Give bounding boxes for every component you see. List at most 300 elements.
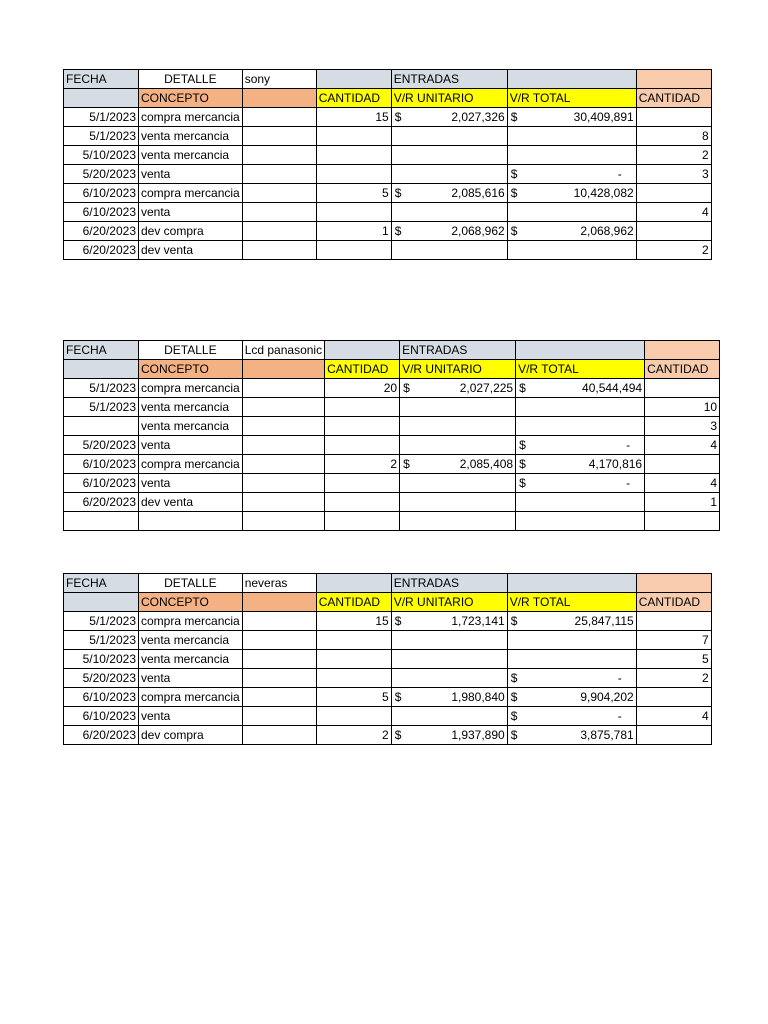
cell-vr-unitario[interactable]: [400, 493, 516, 512]
cell-fecha[interactable]: [64, 726, 139, 745]
header-fecha-text: FECHA: [66, 343, 107, 357]
cell-cantidad[interactable]: [316, 184, 391, 203]
subheader-blank[interactable]: [64, 89, 139, 108]
cell-concepto[interactable]: [139, 146, 243, 165]
subheader-vr-total-text: V/R TOTAL: [509, 595, 571, 609]
header-blank-2[interactable]: [507, 70, 636, 89]
header-entradas[interactable]: [391, 574, 507, 593]
cell-cantidad-salidas[interactable]: [645, 398, 720, 417]
cell-cantidad-salidas-text: 4: [710, 438, 718, 452]
cell-vr-total-amount: 3,875,781: [580, 728, 634, 742]
cell-vr-total-amount: 30,409,891: [573, 110, 634, 124]
cell-cantidad-text: 20: [383, 381, 398, 395]
subheader-concepto-text: CONCEPTO: [141, 362, 209, 376]
table-row: [64, 417, 720, 436]
cell-cantidad[interactable]: [316, 631, 391, 650]
cell-fecha-text: 5/1/2023: [89, 633, 136, 647]
cell-fecha[interactable]: [64, 688, 139, 707]
cell-concepto-text: venta: [141, 205, 171, 219]
cell-concepto-ext[interactable]: [242, 222, 316, 241]
cell-vr-unitario[interactable]: [391, 222, 507, 241]
cell-vr-total-currency-symbol: $: [510, 709, 518, 723]
header-blank[interactable]: [316, 70, 391, 89]
cell-concepto[interactable]: [139, 222, 243, 241]
subheader-concepto[interactable]: [139, 593, 243, 612]
cell-vr-total-currency-symbol: $: [510, 728, 518, 742]
cell-concepto[interactable]: [139, 612, 243, 631]
cell-vr-unitario[interactable]: [391, 631, 507, 650]
header-fecha[interactable]: [64, 574, 139, 593]
cell-vr-total[interactable]: [507, 127, 636, 146]
subheader-cantidad-salidas[interactable]: [636, 89, 711, 108]
cell-fecha[interactable]: [64, 417, 139, 436]
cell-vr-unitario-amount: 2,085,408: [459, 457, 514, 471]
header-fecha[interactable]: [64, 341, 139, 360]
cell-cantidad-salidas[interactable]: [636, 650, 711, 669]
cell-vr-total-amount: -: [626, 476, 631, 490]
cell-cantidad-salidas[interactable]: [636, 203, 711, 222]
cell-cantidad-text: 15: [375, 110, 389, 124]
cell-fecha[interactable]: [64, 455, 139, 474]
cell-vr-total-amount: 25,847,115: [574, 614, 634, 628]
header-entradas-text: ENTRADAS: [402, 343, 468, 357]
cell-vr-total[interactable]: [507, 165, 636, 184]
cell-cantidad[interactable]: [316, 146, 391, 165]
cell-cantidad-salidas-text: 8: [702, 129, 709, 143]
cell-cantidad[interactable]: [316, 688, 391, 707]
cell-concepto-ext[interactable]: [242, 726, 316, 745]
header-salidas-blank[interactable]: [636, 70, 711, 89]
header-detalle-text: DETALLE: [164, 72, 217, 86]
cell-vr-unitario[interactable]: [391, 184, 507, 203]
cell-vr-unitario[interactable]: [391, 146, 507, 165]
table-row: [64, 146, 712, 165]
header-blank-2[interactable]: [507, 574, 636, 593]
cell-fecha[interactable]: [64, 493, 139, 512]
cell-concepto-text: compra mercancia: [141, 186, 240, 200]
subheader-concepto-ext[interactable]: [242, 89, 316, 108]
cell-cantidad-salidas-text: 7: [702, 633, 709, 647]
cell-cantidad-salidas-text: 4: [702, 709, 709, 723]
cell-vr-total-amount: 4,170,816: [588, 457, 643, 471]
subheader-vr-unitario-text: V/R UNITARIO: [402, 362, 482, 376]
cell-concepto[interactable]: [139, 417, 243, 436]
table-row: [64, 184, 712, 203]
subheader-vr-total[interactable]: [507, 593, 636, 612]
cell-cantidad[interactable]: [316, 669, 391, 688]
cell-concepto-ext[interactable]: [242, 184, 316, 203]
cell-cantidad-salidas[interactable]: [636, 631, 711, 650]
cell-vr-total[interactable]: [516, 436, 645, 455]
cell-concepto[interactable]: [139, 379, 243, 398]
cell-vr-total-currency-symbol: $: [510, 167, 518, 181]
cell-vr-total[interactable]: [516, 417, 645, 436]
cell-concepto-text: dev venta: [141, 495, 194, 509]
cell-concepto-ext[interactable]: [242, 455, 324, 474]
table-row: [64, 203, 712, 222]
cell-cantidad-salidas[interactable]: [645, 493, 720, 512]
subheader-cantidad-salidas-text: CANTIDAD: [638, 595, 701, 609]
cell-cantidad-salidas[interactable]: [645, 379, 720, 398]
subheader-row: [64, 89, 712, 108]
cell-vr-total-amount: 2,068,962: [580, 224, 634, 238]
cell-vr-total[interactable]: [507, 146, 636, 165]
cell-fecha-text: 6/20/2023: [82, 728, 136, 742]
cell-cantidad-salidas[interactable]: [636, 146, 711, 165]
cell-concepto-ext[interactable]: [242, 707, 316, 726]
subheader-cantidad[interactable]: [316, 593, 391, 612]
cell-cantidad-salidas-text: 3: [702, 167, 709, 181]
cell-fecha[interactable]: [64, 474, 139, 493]
cell-cantidad[interactable]: [316, 108, 391, 127]
cell-vr-unitario-currency-symbol: $: [394, 690, 402, 704]
header-salidas-blank[interactable]: [645, 341, 720, 360]
cell-fecha[interactable]: [64, 669, 139, 688]
cell-vr-unitario-amount: 1,723,141: [451, 614, 505, 628]
cell-fecha[interactable]: [64, 612, 139, 631]
cell-fecha[interactable]: [64, 379, 139, 398]
cell-cantidad[interactable]: [325, 474, 400, 493]
cell-concepto-ext[interactable]: [242, 612, 316, 631]
cell-cantidad-salidas[interactable]: [636, 222, 711, 241]
cell-concepto-ext[interactable]: [242, 417, 324, 436]
cell-cantidad[interactable]: [325, 493, 400, 512]
cell-concepto-text: dev compra: [141, 224, 204, 238]
cell-concepto-text: venta: [141, 438, 171, 452]
cell-cantidad-salidas[interactable]: [645, 455, 720, 474]
cell-vr-unitario[interactable]: [391, 165, 507, 184]
cell-fecha[interactable]: [64, 707, 139, 726]
cell-vr-total-currency-symbol: $: [510, 690, 518, 704]
cell-cantidad[interactable]: [316, 241, 391, 260]
cell-cantidad-salidas[interactable]: [636, 108, 711, 127]
table-row: [64, 165, 712, 184]
header-fecha[interactable]: [64, 70, 139, 89]
subheader-vr-unitario[interactable]: [391, 89, 507, 108]
cell-concepto-text: compra mercancia: [141, 110, 240, 124]
header-detalle[interactable]: [139, 70, 243, 89]
cell-fecha-text: 5/20/2023: [82, 167, 136, 181]
cell-concepto[interactable]: [139, 669, 243, 688]
cell-vr-total[interactable]: [516, 455, 645, 474]
cell-cantidad-salidas-text: 5: [702, 652, 709, 666]
cell-cantidad-salidas[interactable]: [645, 474, 720, 493]
cell-vr-total-amount: -: [617, 167, 622, 181]
cell-vr-total[interactable]: [507, 241, 636, 260]
cell-cantidad-salidas-text: 2: [702, 671, 709, 685]
table-row: [64, 455, 720, 474]
cell-vr-total[interactable]: [516, 493, 645, 512]
cell-concepto[interactable]: [139, 203, 243, 222]
subheader-vr-unitario[interactable]: [400, 360, 516, 379]
cell-fecha[interactable]: [64, 512, 139, 531]
cell-concepto-ext[interactable]: [242, 512, 324, 531]
cell-fecha-text: 5/1/2023: [89, 381, 136, 395]
subheader-vr-unitario[interactable]: [391, 593, 507, 612]
cell-vr-unitario[interactable]: [400, 474, 516, 493]
table-row: [64, 379, 720, 398]
cell-cantidad[interactable]: [325, 379, 400, 398]
table-row: [64, 707, 712, 726]
cell-fecha[interactable]: [64, 650, 139, 669]
table-row: [64, 669, 712, 688]
header-entradas-text: ENTRADAS: [393, 72, 460, 86]
cell-vr-total[interactable]: [507, 612, 636, 631]
cell-fecha[interactable]: [64, 203, 139, 222]
cell-vr-unitario[interactable]: [400, 417, 516, 436]
cell-vr-unitario[interactable]: [400, 512, 516, 531]
cell-vr-total[interactable]: [507, 108, 636, 127]
cell-concepto[interactable]: [139, 512, 243, 531]
cell-fecha[interactable]: [64, 436, 139, 455]
cell-concepto-ext[interactable]: [242, 474, 324, 493]
cell-concepto[interactable]: [139, 707, 243, 726]
subheader-cantidad[interactable]: [325, 360, 400, 379]
cell-cantidad[interactable]: [316, 612, 391, 631]
cell-vr-total-amount: -: [617, 671, 622, 685]
table-row: [64, 398, 720, 417]
cell-vr-total-currency-symbol: $: [519, 457, 526, 471]
cell-vr-unitario[interactable]: [391, 650, 507, 669]
cell-cantidad-salidas[interactable]: [636, 165, 711, 184]
cell-fecha[interactable]: [64, 222, 139, 241]
header-product-name[interactable]: [242, 574, 316, 593]
header-row: [64, 341, 720, 360]
cell-vr-total[interactable]: [507, 669, 636, 688]
cell-cantidad[interactable]: [316, 203, 391, 222]
subheader-cantidad-text: CANTIDAD: [318, 595, 381, 609]
subheader-cantidad-salidas[interactable]: [636, 593, 711, 612]
cell-cantidad[interactable]: [316, 650, 391, 669]
cell-cantidad-salidas[interactable]: [636, 688, 711, 707]
header-row: [64, 574, 712, 593]
subheader-vr-total[interactable]: [516, 360, 645, 379]
cell-vr-unitario[interactable]: [391, 108, 507, 127]
cell-cantidad[interactable]: [325, 436, 400, 455]
cell-fecha-text: 6/10/2023: [82, 457, 136, 471]
cell-vr-unitario[interactable]: [391, 203, 507, 222]
header-blank[interactable]: [325, 341, 400, 360]
cell-fecha[interactable]: [64, 631, 139, 650]
cell-fecha[interactable]: [64, 165, 139, 184]
cell-concepto[interactable]: [139, 165, 243, 184]
cell-vr-total-amount: 9,904,202: [580, 690, 634, 704]
cell-concepto-text: venta mercancia: [141, 148, 230, 162]
cell-vr-total-currency-symbol: $: [510, 224, 518, 238]
cell-fecha-text: 6/20/2023: [82, 495, 136, 509]
cell-cantidad[interactable]: [325, 398, 400, 417]
cell-concepto-ext[interactable]: [242, 493, 324, 512]
cell-concepto-ext[interactable]: [242, 379, 324, 398]
cell-fecha[interactable]: [64, 108, 139, 127]
cell-fecha-text: 5/1/2023: [89, 129, 136, 143]
cell-vr-unitario-amount: 1,980,840: [451, 690, 505, 704]
cell-cantidad-salidas[interactable]: [636, 241, 711, 260]
cell-vr-unitario-currency-symbol: $: [403, 381, 410, 395]
cell-cantidad[interactable]: [316, 165, 391, 184]
cell-cantidad-salidas-text: 4: [710, 476, 718, 490]
cell-concepto[interactable]: [139, 436, 243, 455]
cell-vr-unitario[interactable]: [400, 379, 516, 398]
header-salidas-blank[interactable]: [636, 574, 711, 593]
cell-vr-total-currency-symbol: $: [510, 614, 518, 628]
cell-cantidad-salidas[interactable]: [645, 436, 720, 455]
cell-vr-total[interactable]: [507, 203, 636, 222]
cell-vr-total[interactable]: [516, 379, 645, 398]
cell-fecha[interactable]: [64, 127, 139, 146]
cell-cantidad[interactable]: [316, 222, 391, 241]
subheader-vr-total[interactable]: [507, 89, 636, 108]
subheader-cantidad-salidas-text: CANTIDAD: [647, 362, 709, 376]
cell-vr-unitario-amount: 2,027,225: [459, 381, 514, 395]
subheader-concepto-ext[interactable]: [242, 360, 324, 379]
cell-cantidad[interactable]: [325, 417, 400, 436]
cell-concepto-ext[interactable]: [242, 436, 324, 455]
inventory-table-neveras: [63, 573, 712, 745]
header-blank-2[interactable]: [516, 341, 645, 360]
table-row: [64, 222, 712, 241]
cell-vr-unitario-amount: 1,937,890: [451, 728, 505, 742]
cell-cantidad-salidas[interactable]: [645, 417, 720, 436]
subheader-cantidad[interactable]: [316, 89, 391, 108]
subheader-blank[interactable]: [64, 360, 139, 379]
cell-cantidad[interactable]: [325, 455, 400, 474]
cell-concepto-ext[interactable]: [242, 398, 324, 417]
cell-cantidad-salidas[interactable]: [636, 184, 711, 203]
cell-concepto[interactable]: [139, 474, 243, 493]
cell-cantidad-salidas[interactable]: [636, 707, 711, 726]
cell-cantidad[interactable]: [316, 127, 391, 146]
header-entradas[interactable]: [391, 70, 507, 89]
cell-vr-total-amount: 10,428,082: [573, 186, 634, 200]
cell-concepto-text: venta: [141, 476, 171, 490]
cell-vr-unitario[interactable]: [400, 398, 516, 417]
cell-concepto[interactable]: [139, 108, 243, 127]
cell-concepto[interactable]: [139, 631, 243, 650]
cell-concepto[interactable]: [139, 493, 243, 512]
cell-vr-total[interactable]: [507, 184, 636, 203]
subheader-blank[interactable]: [64, 593, 139, 612]
cell-vr-total[interactable]: [507, 688, 636, 707]
header-product-name-text: Lcd panasonic: [244, 343, 323, 357]
cell-fecha[interactable]: [64, 184, 139, 203]
cell-concepto-text: venta: [141, 709, 171, 723]
cell-vr-total[interactable]: [516, 398, 645, 417]
cell-concepto-ext[interactable]: [242, 688, 316, 707]
cell-fecha[interactable]: [64, 146, 139, 165]
cell-fecha[interactable]: [64, 398, 139, 417]
cell-vr-total[interactable]: [507, 631, 636, 650]
subheader-concepto[interactable]: [139, 360, 243, 379]
cell-vr-unitario[interactable]: [391, 127, 507, 146]
cell-cantidad-text: 15: [375, 614, 389, 628]
cell-vr-unitario[interactable]: [391, 688, 507, 707]
cell-concepto-ext[interactable]: [242, 108, 316, 127]
cell-vr-total[interactable]: [507, 222, 636, 241]
cell-concepto-text: venta mercancia: [141, 419, 230, 433]
cell-concepto[interactable]: [139, 241, 243, 260]
cell-concepto-ext[interactable]: [242, 631, 316, 650]
table-row: [64, 726, 712, 745]
cell-concepto-ext[interactable]: [242, 650, 316, 669]
cell-concepto-ext[interactable]: [242, 669, 316, 688]
header-detalle-text: DETALLE: [164, 343, 217, 357]
inventory-table-lcd-panasonic: [63, 340, 720, 531]
cell-concepto[interactable]: [139, 127, 243, 146]
cell-concepto[interactable]: [139, 184, 243, 203]
cell-cantidad-salidas[interactable]: [636, 127, 711, 146]
cell-cantidad-text: 2: [390, 457, 398, 471]
cell-cantidad-salidas-text: 2: [702, 148, 709, 162]
cell-concepto-ext[interactable]: [242, 127, 316, 146]
cell-concepto[interactable]: [139, 726, 243, 745]
subheader-vr-unitario-text: V/R UNITARIO: [393, 91, 474, 105]
subheader-concepto[interactable]: [139, 89, 243, 108]
cell-concepto-ext[interactable]: [242, 146, 316, 165]
cell-vr-total-currency-symbol: $: [519, 476, 526, 490]
table-row: [64, 612, 712, 631]
cell-cantidad-text: 1: [382, 224, 389, 238]
cell-concepto-ext[interactable]: [242, 165, 316, 184]
cell-vr-unitario[interactable]: [391, 726, 507, 745]
cell-vr-unitario[interactable]: [400, 436, 516, 455]
cell-vr-total-currency-symbol: $: [519, 438, 526, 452]
table-row: [64, 688, 712, 707]
cell-vr-total[interactable]: [516, 512, 645, 531]
cell-fecha-text: 6/10/2023: [82, 709, 136, 723]
cell-concepto-text: venta: [141, 167, 171, 181]
cell-concepto[interactable]: [139, 398, 243, 417]
header-detalle[interactable]: [139, 574, 243, 593]
table-row: [64, 474, 720, 493]
subheader-cantidad-salidas[interactable]: [645, 360, 720, 379]
cell-cantidad-salidas[interactable]: [645, 512, 720, 531]
cell-fecha[interactable]: [64, 241, 139, 260]
cell-vr-total-currency-symbol: $: [510, 110, 518, 124]
cell-cantidad[interactable]: [316, 726, 391, 745]
subheader-concepto-ext[interactable]: [242, 593, 316, 612]
cell-concepto[interactable]: [139, 455, 243, 474]
cell-vr-unitario[interactable]: [391, 707, 507, 726]
cell-cantidad-salidas[interactable]: [636, 612, 711, 631]
cell-cantidad[interactable]: [325, 512, 400, 531]
cell-concepto[interactable]: [139, 650, 243, 669]
cell-vr-unitario[interactable]: [400, 455, 516, 474]
cell-concepto-ext[interactable]: [242, 203, 316, 222]
cell-concepto-ext[interactable]: [242, 241, 316, 260]
cell-cantidad-salidas[interactable]: [636, 726, 711, 745]
subheader-cantidad-text: CANTIDAD: [318, 91, 381, 105]
cell-cantidad[interactable]: [316, 707, 391, 726]
header-entradas[interactable]: [400, 341, 516, 360]
table-row: [64, 436, 720, 455]
header-product-name[interactable]: [242, 70, 316, 89]
cell-vr-total[interactable]: [507, 726, 636, 745]
cell-vr-total[interactable]: [507, 650, 636, 669]
cell-fecha-text: 6/10/2023: [82, 476, 136, 490]
cell-vr-total[interactable]: [516, 474, 645, 493]
cell-vr-unitario[interactable]: [391, 669, 507, 688]
cell-fecha-text: 5/1/2023: [89, 110, 136, 124]
header-blank[interactable]: [316, 574, 391, 593]
cell-vr-unitario[interactable]: [391, 612, 507, 631]
header-detalle[interactable]: [139, 341, 243, 360]
cell-vr-total[interactable]: [507, 707, 636, 726]
cell-concepto[interactable]: [139, 688, 243, 707]
cell-vr-unitario[interactable]: [391, 241, 507, 260]
header-product-name[interactable]: [242, 341, 324, 360]
cell-cantidad-salidas[interactable]: [636, 669, 711, 688]
